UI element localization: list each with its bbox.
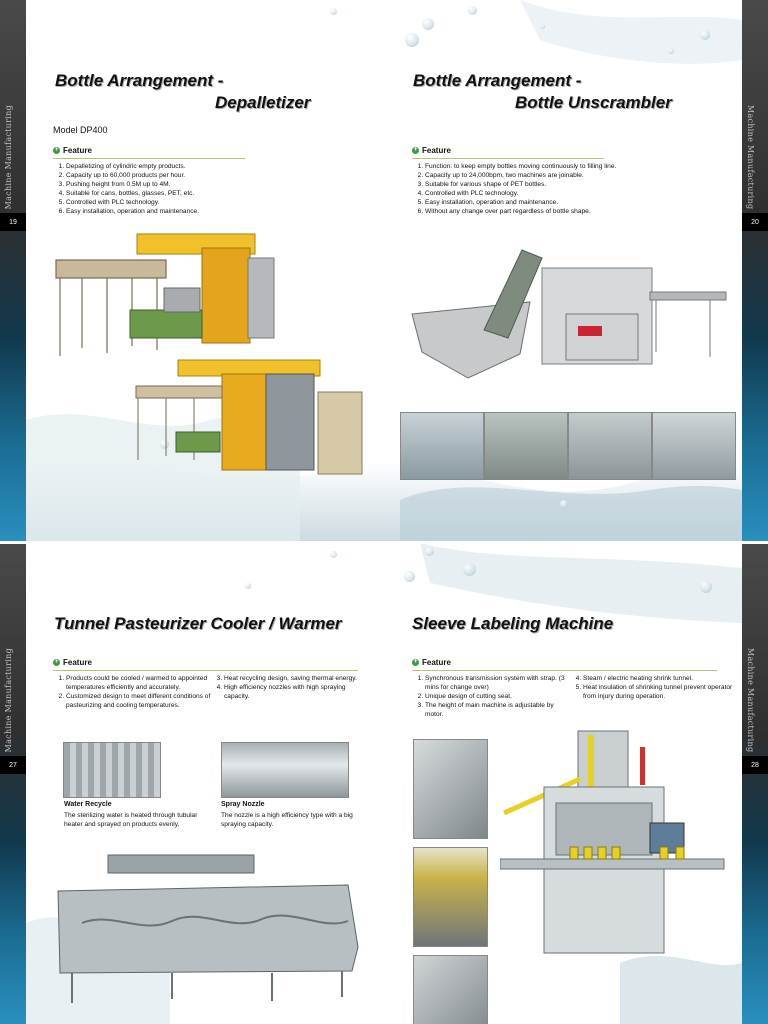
water-bubble [330,8,337,15]
feature-heading [53,146,92,155]
page-number: 28 [742,756,768,774]
water-bubble [405,33,419,47]
product-photo [484,412,568,480]
sidebar-text: Machine Manufacturing [746,648,755,753]
list-item: 1. Function: to keep empty bottles moving continuously to filling line. [425,162,745,171]
caption: The nozzle is a high efficiency type with a big spraying capacity. [221,812,353,828]
product-photo [413,739,488,839]
water-bubble [700,581,712,593]
feature-heading-text: Feature [422,146,451,155]
list-item: 3. Suitable for various shape of PET bottles. [425,180,745,189]
list-item: 1. Products could be cooled / warmed to appointed temperatures efficiently and accurately. [66,674,211,692]
divider [53,670,358,671]
bottom-spread [0,543,768,1024]
water-bubble [330,551,337,558]
list-item: 5. Controlled with PLC technology. [66,198,346,207]
list-item: 6. Easy installation, operation and maintenance. [66,207,346,216]
pasteurizer-title: Tunnel Pasteurizer Cooler / Warmer [54,614,342,633]
product-photo [652,412,736,480]
product-photo [413,847,488,947]
list-item: 2. Customized design to meet different conditions of pasteurizing and cooling temperatures. [66,692,211,710]
water-bubble [463,563,476,576]
product-photo [400,412,484,480]
feature-list [53,674,211,710]
unscrambler-machine-image [410,242,730,392]
caption-title: Water Recycle [64,801,112,808]
water-recycle-photo [63,742,161,798]
sidebar-text: Machine Manufacturing [4,648,13,753]
feature-list [211,674,371,701]
title-line: Bottle Unscrambler [515,93,672,112]
page-number: 27 [0,756,26,774]
list-item: 5. Heat insulation of shrinking tunnel prevent operator from injury during operation. [583,683,733,701]
feature-heading-text: Feature [422,658,451,667]
unscrambler-title [413,70,713,114]
water-bubble [468,6,477,15]
page-number: 19 [0,213,26,231]
spread-divider [0,541,768,544]
title-line: Bottle Arrangement - [55,71,224,90]
plus-icon: + [413,147,418,153]
right-sidebar [742,543,768,1024]
water-bubble [404,571,415,582]
list-item: 4. High efficiency nozzles with high spraying capacity. [224,683,371,701]
sleeve-title: Sleeve Labeling Machine [412,614,614,633]
feature-list [412,674,573,719]
right-sidebar [742,0,768,543]
water-bubble [560,500,568,508]
page-number: 20 [742,213,768,231]
list-item: 3. The height of main machine is adjustable by motor. [425,701,573,719]
list-item: 4. Controlled with PLC technology. [425,189,745,198]
list-item: 2. Unique design of cutting seat. [425,692,573,701]
feature-list [53,162,346,216]
list-item: 4. Steam / electric heating shrink tunnel. [583,674,733,683]
product-photo [568,412,652,480]
water-bubble [668,48,674,54]
feature-heading [53,658,92,667]
water-bubble [245,583,251,589]
water-bubble [425,547,434,556]
list-item: 2. Capacity up to 24,000bpm, two machines are joinable. [425,171,745,180]
depalletizer-title [55,70,355,114]
list-item: 4. Suitable for cans, bottles, glasses, PET, etc. [66,189,346,198]
list-item: 1. Depalletizing of cylindric empty products. [66,162,346,171]
sidebar-text: Machine Manufacturing [746,105,755,210]
left-sidebar [0,543,26,1024]
title-line: Bottle Arrangement - [413,71,582,90]
list-item: 1. Synchronous transmission system with strap. (3 mins for change over) [425,674,573,692]
divider [412,158,604,159]
water-bubble [422,18,434,30]
list-item: 6. Without any change over part regardless of bottle shape. [425,207,745,216]
depalletizer-machine-image [132,356,364,480]
list-item: 3. Heat recycling design, saving thermal energy. [224,674,371,683]
product-photo [413,955,488,1024]
list-item: 2. Capacity up to 60,000 products per hour. [66,171,346,180]
model-label: Model DP400 [53,125,108,135]
feature-list [570,674,733,701]
caption-title: Spray Nozzle [221,801,265,808]
list-item: 5. Easy installation, operation and maintenance. [425,198,745,207]
plus-icon: + [413,659,418,665]
tunnel-pasteurizer-image [52,851,364,1011]
water-bubble [540,24,545,29]
sleeve-labeling-machine-image [500,727,728,963]
plus-icon: + [54,659,59,665]
feature-list [412,162,745,216]
feature-heading [412,146,451,155]
water-bubble [700,30,710,40]
list-item: 3. Pushing height from 0.5M up to 4M. [66,180,346,189]
caption: The sterilizing water is heated through tubular heater and sprayed on products evenly. [64,812,198,828]
feature-heading [412,658,451,667]
left-sidebar [0,0,26,543]
divider [412,670,717,671]
spray-nozzle-photo [221,742,349,798]
plus-icon: + [54,147,59,153]
divider [53,158,245,159]
feature-heading-text: Feature [63,146,92,155]
depalletizer-machine-image [52,228,282,358]
sidebar-text: Machine Manufacturing [4,105,13,210]
feature-heading-text: Feature [63,658,92,667]
title-line: Depalletizer [215,93,311,112]
